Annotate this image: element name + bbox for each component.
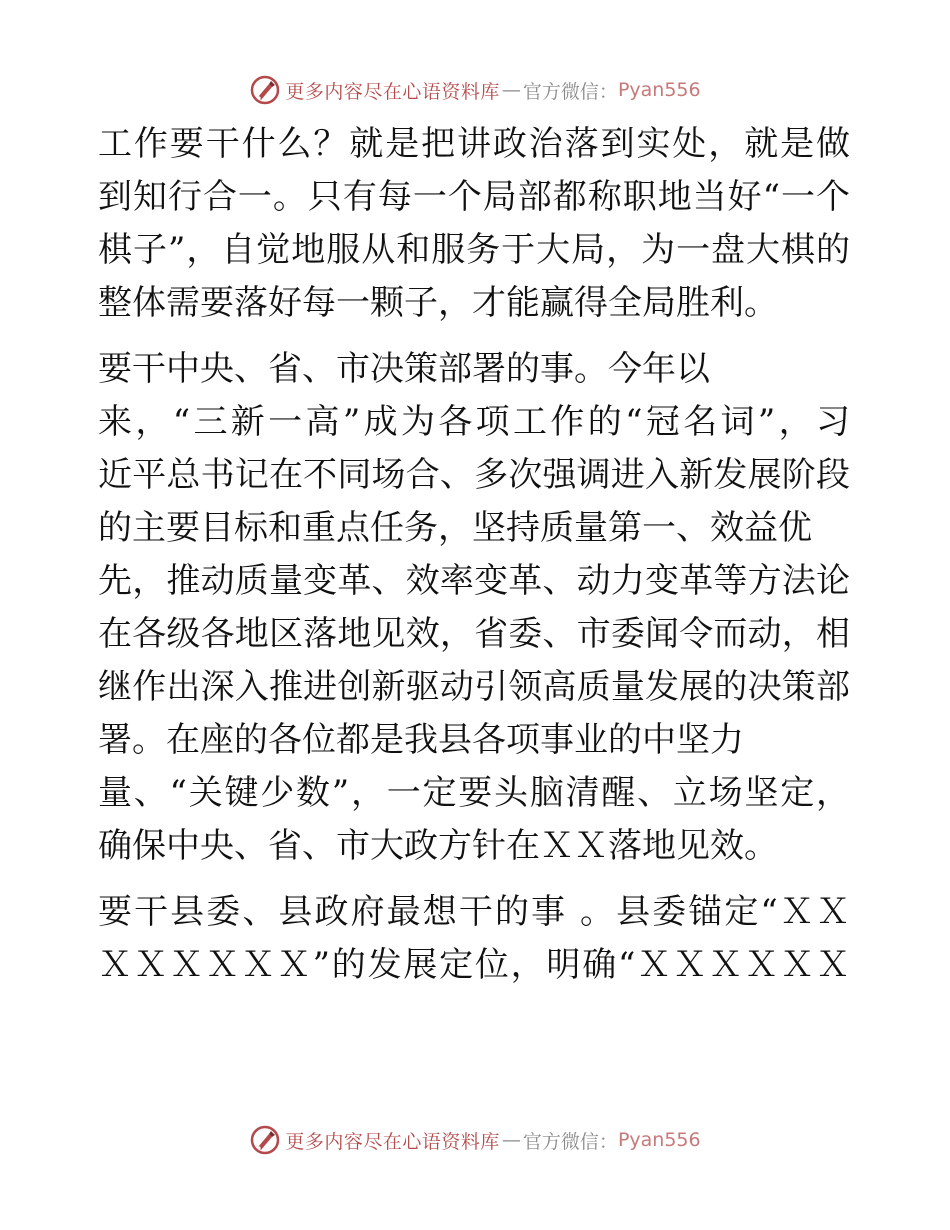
header-watermark xyxy=(0,70,950,110)
watermark-wechat-label: 官方微信： xyxy=(522,1130,618,1153)
text-line: 要干中央、省、市决策部署的事。今年以 xyxy=(98,349,710,389)
watermark-site-text: 更多内容尽在心语资料库 xyxy=(285,1130,500,1153)
paragraph xyxy=(98,343,850,873)
text-line: 继作出深入推进创新驱动引领高质量发展的决策部 xyxy=(98,667,850,707)
text-line: 来，“三新一高”成为各项工作的“冠名词”，习 xyxy=(98,402,850,442)
watermark-wechat-label: 官方微信： xyxy=(522,80,618,103)
text-line: 棋子”，自觉地服从和服务于大局，为一盘大棋的 xyxy=(98,230,850,270)
text-line: 先，推动质量变革、效率变革、动力变革等方法论 xyxy=(98,561,850,601)
text-line: 在各级各地区落地见效，省委、市委闻令而动，相 xyxy=(98,614,850,654)
text-line: 到知行合一。只有每一个局部都称职地当好“一个 xyxy=(98,177,850,217)
paragraph xyxy=(98,118,850,330)
text-line: ＸＸＸＸＸＸ”的发展定位，明确“ＸＸＸＸＸＸ xyxy=(98,945,850,985)
text-line: 确保中央、省、市大政方针在ＸＸ落地见效。 xyxy=(98,826,778,866)
text-line: 整体需要落好每一颗子，才能赢得全局胜利。 xyxy=(98,283,778,323)
pen-logo-icon xyxy=(249,1124,281,1156)
watermark-site-text: 更多内容尽在心语资料库 xyxy=(285,80,500,103)
pen-logo-icon xyxy=(249,74,281,106)
watermark-separator: — xyxy=(501,1129,521,1151)
text-line: 工作要干什么？就是把讲政治落到实处，就是做 xyxy=(98,124,850,164)
watermark-wechat-id: Pyan556 xyxy=(617,79,701,101)
text-line: 要干县委、县政府最想干的事 。县委锚定“ＸＸ xyxy=(98,892,850,932)
footer-watermark xyxy=(0,1120,950,1160)
text-line: 署。在座的各位都是我县各项事业的中坚力 xyxy=(98,720,744,760)
paragraph xyxy=(98,886,850,992)
text-line: 近平总书记在不同场合、多次强调进入新发展阶段 xyxy=(98,455,850,495)
text-line: 的主要目标和重点任务，坚持质量第一、效益优 xyxy=(98,508,812,548)
watermark-separator: — xyxy=(501,79,521,101)
text-line: 量、“关键少数”，一定要头脑清醒、立场坚定， xyxy=(98,773,850,813)
watermark-wechat-id: Pyan556 xyxy=(617,1129,701,1151)
document-body xyxy=(98,118,850,1005)
